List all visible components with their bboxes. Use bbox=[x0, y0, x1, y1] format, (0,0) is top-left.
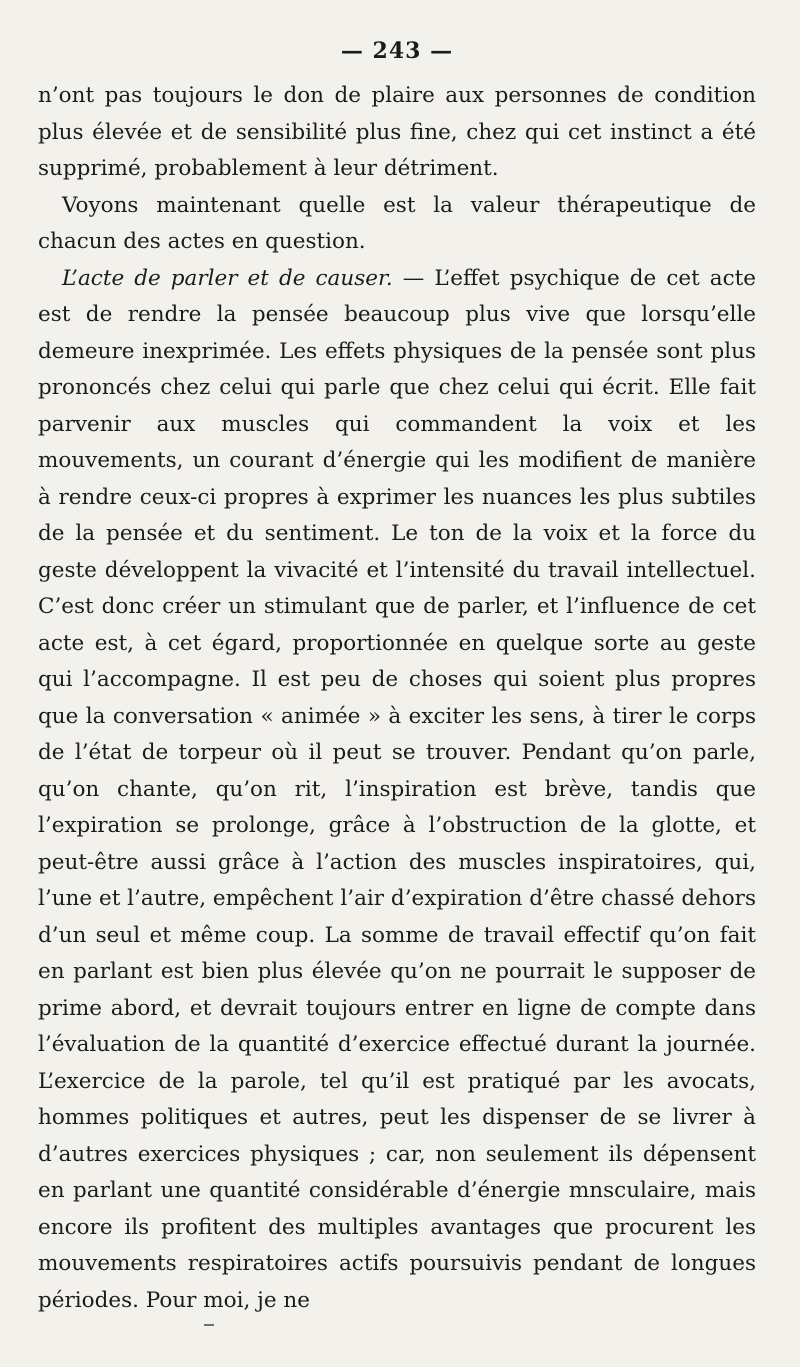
paragraph-3-text: — L’effet psychique de cet acte est de rendre la pensée beaucoup plus vive que lorsqu’elle demeure inexprimée. Les effets physiques de la pensée sont plus prononcés chez celui qui parle que chez celui qui écrit. Elle fait parvenir aux muscles qui commandent la voix et les mouvements, un courant d’énergie qui les modifient de manière à rendre ceux-ci propres à exprimer les nuances les plus subtiles de la pensée et du sentiment. Le ton de la voix et la force du geste développent la vivacité et l’intensité du travail intellectuel. C’est donc créer un stimulant que de parler, et l’influence de cet acte est, à cet égard, proportionnée en quelque sorte au geste qui l’accompagne. Il est peu de choses qui soient plus propres que la conversation « animée » à exciter les sens, à tirer le corps de l’état de torpeur où il peut se trouver. Pendant qu’on parle, qu’on chante, qu’on rit, l’inspiration est brève, tandis que l’expiration se prolonge, grâce à l’obstruction de la glotte, et peut-être aussi grâce à l’action des muscles inspiratoires, qui, l’une et l’autre, empêchent l’air d’expiration d’être chassé dehors d’un seul et même coup. La somme de travail effectif qu’on fait en parlant est bien plus élevée qu’on ne pourrait le supposer de prime abord, et devrait toujours entrer en ligne de compte dans l’évaluation de la quantité d’exercice effectué durant la journée. L’exercice de la parole, tel qu’il est pratiqué par les avocats, hommes politiques et autres, peut les dispenser de se livrer à d’autres exercices physiques ; car, non seulement ils dépensent en parlant une quantité considérable d’énergie mnsculaire, mais encore ils profitent des multiples avantages que procurent les mouvements respiratoires actifs poursuivis pendant de longues périodes. Pour moi, je ne bbox=[38, 265, 756, 1313]
paragraph-1: n’ont pas toujours le don de plaire aux personnes de condition plus élevée et de sensibilité plus fine, chez qui cet instinct a été supprimé, probablement à leur détriment. bbox=[38, 83, 756, 181]
section-heading-italic: L’acte de parler et de causer. bbox=[62, 265, 393, 291]
page-number: — 243 — bbox=[340, 38, 454, 64]
body-text bbox=[38, 78, 756, 1319]
paragraph-2: Voyons maintenant quelle est la valeur thérapeutique de chacun des actes en question. bbox=[38, 192, 756, 254]
footer-mark bbox=[204, 1324, 214, 1326]
paragraph-3 bbox=[38, 261, 756, 1320]
